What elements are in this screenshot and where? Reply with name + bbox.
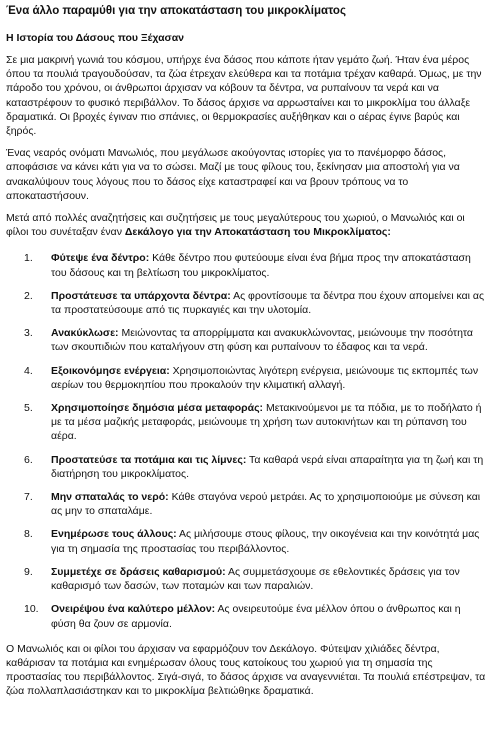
list-item-lead: Προστατεύσε τα ποτάμια και τις λίμνες: — [51, 453, 247, 466]
decalogue-intro-bold: Δεκάλογο για την Αποκατάσταση του Μικροκλίματος: — [124, 226, 391, 239]
decalogue-list — [6, 251, 490, 630]
list-item — [6, 401, 490, 444]
list-item — [6, 490, 490, 518]
list-item-number: 9. — [24, 565, 33, 578]
list-item-lead: Ανακύκλωσε: — [51, 327, 119, 340]
story-paragraph-2: Ένας νεαρός ονόματι Μανωλιός, που μεγάλωσε ακούγοντας ιστορίες για το πανέμορφο δάσος, αποφάσισε να κάνει κάτι για να το σώσει. Μαζί με τους φίλους του, ξεκίνησαν μια αποστολή για να ανακαλύψουν τους λόγους που το δάσος είχε καταστραφεί και να βρουν τρόπους να το αποκαταστήσουν. — [6, 147, 460, 202]
list-item-lead: Ονειρέψου ένα καλύτερο μέλλον: — [51, 603, 216, 616]
list-item-number: 10. — [24, 603, 39, 616]
list-item-text: Μειώνοντας τα απορρίμματα και ανακυκλώνοντας, μειώνουμε την ποσότητα των σκουπιδιών που καταλήγουν στη φύση και ρυπαίνουν το έδαφος και τα νερά. — [51, 327, 473, 354]
story-subtitle: Η Ιστορία του Δάσους που Ξέχασαν — [6, 32, 185, 44]
list-item-lead: Ενημέρωσε τους άλλους: — [51, 528, 177, 541]
story-closing-paragraph: Ο Μανωλιός και οι φίλοι του άρχισαν να εφαρμόζουν τον Δεκάλογο. Φύτεψαν χιλιάδες δέντρα, καθάρισαν τα ποτάμια και ενημέρωσαν όλους τους κατοίκους του χωριού για τη σημασία της προστασίας του περιβάλλοντος. Σιγά-σιγά, το δάσος άρχισε να αναγεννιέται. Τα πουλιά επέστρεψαν, τα ζώα πολλαπλασιάστηκαν και το μικροκλίμα βελτιώθηκε δραματικά. — [6, 642, 486, 698]
list-item-lead: Χρησιμοποίησε δημόσια μέσα μεταφοράς: — [51, 402, 264, 415]
list-item-number: 3. — [24, 327, 33, 340]
list-item-text: Ας μιλήσουμε στους φίλους, την οικογένεια και την κοινότητά μας για τη σημασία της προστασίας του περιβάλλοντος. — [51, 528, 480, 555]
list-item — [6, 602, 490, 630]
list-item-text: Κάθε δέντρο που φυτεύουμε είναι ένα βήμα προς την αποκατάσταση του δάσους και τη βελτίωση του μικροκλίματος. — [51, 252, 471, 279]
list-item-number: 5. — [24, 402, 33, 415]
list-item — [6, 326, 490, 354]
list-item-number: 6. — [24, 453, 33, 466]
list-item — [6, 364, 490, 392]
list-item — [6, 453, 490, 481]
story-paragraph-1: Σε μια μακρινή γωνιά του κόσμου, υπήρχε ένα δάσος που κάποτε ήταν γεμάτο ζωή. Ήταν ένα μέρος όπου τα πουλιά τραγουδούσαν, τα ζώα έτρεχαν ελεύθερα και τα ποτάμια τρέχαν καθαρά. Όμως, με την πάροδο του χρόνου, οι άνθρωποι άρχισαν να κόβουν τα δέντρα, να ρυπαίνουν τα νερά και να καταστρέφουν το φυσικό περιβάλλον. Το δάσος άρχισε να αρρωσταίνει και το μικροκλίμα του άλλαξε δραματικά. Οι βροχές έγιναν πιο σπάνιες, οι θερμοκρασίες αυξήθηκαν και ο αέρας έγινε βαρύς και ξηρός. — [6, 54, 482, 138]
list-item-number: 2. — [24, 289, 33, 302]
list-item-number: 1. — [24, 252, 33, 265]
list-item-number: 7. — [24, 491, 33, 504]
list-item-lead: Εξοικονόμησε ενέργεια: — [51, 364, 170, 377]
list-item — [6, 289, 490, 317]
list-item-lead: Μην σπαταλάς το νερό: — [51, 491, 169, 504]
list-item — [6, 251, 490, 279]
list-item-text: Ας φροντίσουμε τα δέντρα που έχουν απομείνει και ας τα προστατεύσουμε από τις πυρκαγιές και την υλοτομία. — [51, 289, 485, 317]
list-item-lead: Προστάτευσε τα υπάρχοντα δέντρα: — [51, 289, 231, 302]
list-item-text: Τα καθαρά νερά είναι απαραίτητα για τη ζωή και τη διατήρηση του μικροκλίματος. — [51, 453, 484, 480]
list-item-text: Χρησιμοποιώντας λιγότερη ενέργεια, μειώνουμε τις εκπομπές των αερίων του θερμοκηπίου που προκαλούν την κλιματική αλλαγή. — [51, 364, 479, 391]
list-item-text: Κάθε σταγόνα νερού μετράει. Ας το χρησιμοποιούμε με σύνεση και ας μην το σπαταλάμε. — [51, 491, 481, 518]
list-item-lead: Φύτεψε ένα δέντρο: — [51, 252, 150, 265]
list-item-text: Ας ονειρευτούμε ένα μέλλον όπου ο άνθρωπος και η φύση θα ζουν σε αρμονία. — [51, 603, 461, 630]
list-item — [6, 565, 490, 593]
list-item-number: 8. — [24, 528, 33, 541]
list-item-number: 4. — [24, 364, 33, 377]
list-item-text: Μετακινούμενοι με τα πόδια, με το ποδήλατο ή με τα μέσα μαζικής μεταφοράς, μειώνουμε τη χρήση των αυτοκινήτων και τη ρύπανση του αέρα. — [51, 402, 482, 443]
list-item — [6, 527, 490, 555]
decalogue-intro-text: Μετά από πολλές αναζητήσεις και συζητήσεις με τους μεγαλύτερους του χωριού, ο Μανωλιός και οι φίλοι του συνέταξαν έναν — [6, 212, 465, 239]
document-title: Ένα άλλο παραμύθι για την αποκατάσταση του μικροκλίματος — [6, 5, 346, 17]
decalogue-intro — [6, 211, 490, 239]
list-item-lead: Συμμετέχε σε δράσεις καθαρισμού: — [51, 565, 226, 578]
list-item-text: Ας συμμετάσχουμε σε εθελοντικές δράσεις για τον καθαρισμό των δασών, των ποταμών και των παραλιών. — [51, 565, 460, 593]
